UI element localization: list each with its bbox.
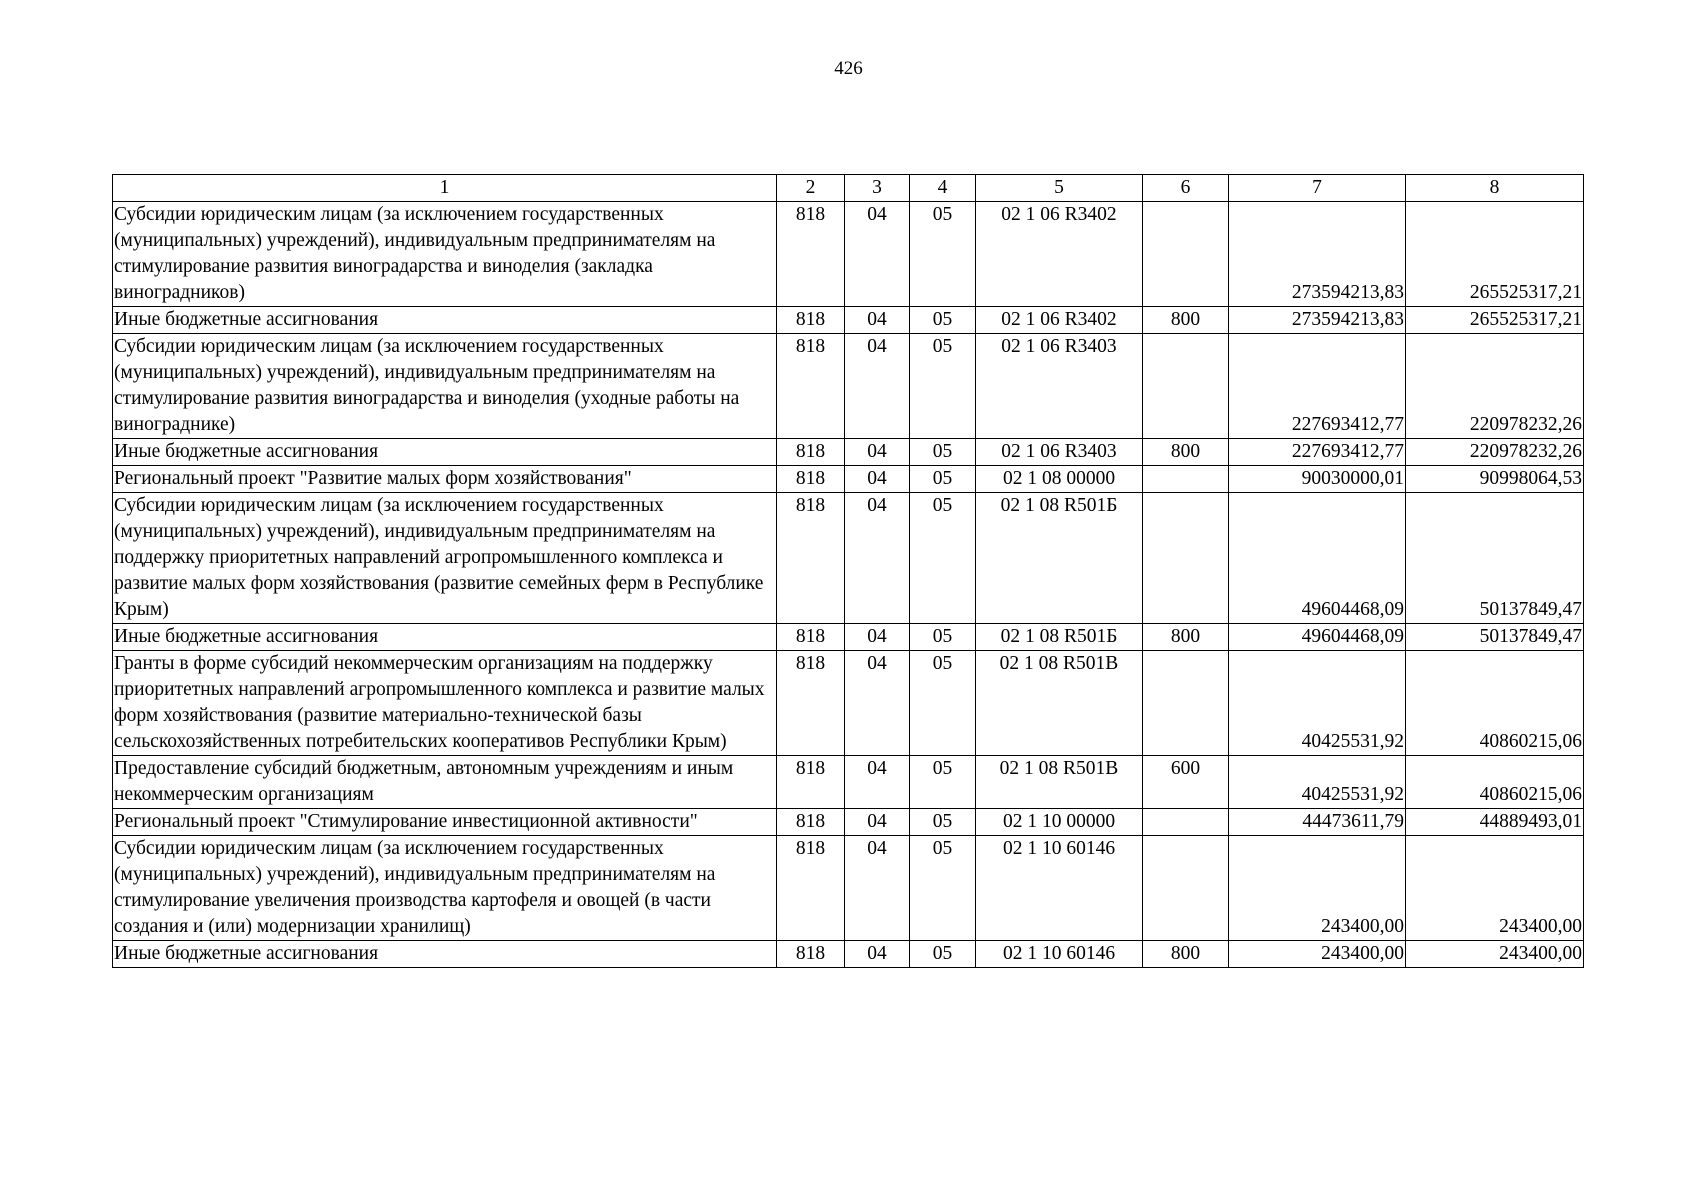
row-code-grbs: 818	[777, 439, 845, 466]
row-code-expense-type	[1143, 493, 1229, 624]
row-code-grbs: 818	[777, 493, 845, 624]
row-code-section: 04	[845, 624, 910, 651]
row-code-target: 02 1 06 R3402	[976, 307, 1143, 334]
row-amount-year1: 49604468,09	[1229, 624, 1406, 651]
row-amount-year2: 265525317,21	[1406, 307, 1584, 334]
table-row	[113, 307, 1584, 334]
row-code-section: 04	[845, 836, 910, 941]
row-description: Региональный проект "Стимулирование инвестиционной активности"	[113, 809, 777, 836]
row-code-target: 02 1 10 60146	[976, 836, 1143, 941]
column-header: 4	[910, 175, 976, 202]
row-code-section: 04	[845, 756, 910, 809]
row-code-target: 02 1 08 00000	[976, 466, 1143, 493]
row-code-subsection: 05	[910, 756, 976, 809]
row-code-grbs: 818	[777, 466, 845, 493]
row-amount-year2: 265525317,21	[1406, 202, 1584, 307]
row-amount-year1: 40425531,92	[1229, 756, 1406, 809]
row-code-grbs: 818	[777, 202, 845, 307]
row-description: Иные бюджетные ассигнования	[113, 307, 777, 334]
row-code-section: 04	[845, 439, 910, 466]
row-amount-year1: 40425531,92	[1229, 651, 1406, 756]
row-amount-year1: 49604468,09	[1229, 493, 1406, 624]
row-code-expense-type	[1143, 334, 1229, 439]
row-description: Субсидии юридическим лицам (за исключением государственных (муниципальных) учреждений), индивидуальным предпринимателям на стимулирование увеличения производства картофеля и овощей (в части создания и (или) модернизации хранилищ)	[113, 836, 777, 941]
row-amount-year2: 243400,00	[1406, 836, 1584, 941]
row-code-subsection: 05	[910, 439, 976, 466]
table-row	[113, 466, 1584, 493]
row-code-expense-type	[1143, 809, 1229, 836]
row-amount-year1: 243400,00	[1229, 941, 1406, 968]
row-amount-year1: 90030000,01	[1229, 466, 1406, 493]
row-code-target: 02 1 06 R3403	[976, 334, 1143, 439]
column-header: 2	[777, 175, 845, 202]
table-body	[113, 175, 1584, 968]
row-code-section: 04	[845, 466, 910, 493]
row-amount-year2: 44889493,01	[1406, 809, 1584, 836]
table-row	[113, 941, 1584, 968]
row-code-expense-type	[1143, 202, 1229, 307]
row-code-target: 02 1 06 R3402	[976, 202, 1143, 307]
row-code-expense-type	[1143, 466, 1229, 493]
row-code-grbs: 818	[777, 624, 845, 651]
row-code-subsection: 05	[910, 202, 976, 307]
row-code-section: 04	[845, 493, 910, 624]
table-row	[113, 836, 1584, 941]
table-row	[113, 202, 1584, 307]
row-description: Иные бюджетные ассигнования	[113, 439, 777, 466]
row-code-section: 04	[845, 651, 910, 756]
row-code-grbs: 818	[777, 941, 845, 968]
row-amount-year1: 44473611,79	[1229, 809, 1406, 836]
row-code-subsection: 05	[910, 941, 976, 968]
row-description: Иные бюджетные ассигнования	[113, 941, 777, 968]
row-amount-year2: 50137849,47	[1406, 493, 1584, 624]
row-code-subsection: 05	[910, 307, 976, 334]
row-code-grbs: 818	[777, 836, 845, 941]
row-code-expense-type	[1143, 651, 1229, 756]
row-code-grbs: 818	[777, 809, 845, 836]
row-code-subsection: 05	[910, 466, 976, 493]
table-row	[113, 439, 1584, 466]
row-amount-year2: 220978232,26	[1406, 439, 1584, 466]
row-code-expense-type: 800	[1143, 624, 1229, 651]
row-code-grbs: 818	[777, 307, 845, 334]
row-code-grbs: 818	[777, 651, 845, 756]
column-header: 5	[976, 175, 1143, 202]
row-code-subsection: 05	[910, 334, 976, 439]
row-code-grbs: 818	[777, 334, 845, 439]
row-code-expense-type: 600	[1143, 756, 1229, 809]
row-code-subsection: 05	[910, 836, 976, 941]
column-header: 3	[845, 175, 910, 202]
row-code-section: 04	[845, 202, 910, 307]
budget-table	[112, 174, 1584, 968]
row-code-expense-type: 800	[1143, 941, 1229, 968]
row-code-section: 04	[845, 334, 910, 439]
table-row	[113, 334, 1584, 439]
row-amount-year2: 220978232,26	[1406, 334, 1584, 439]
row-description: Гранты в форме субсидий некоммерческим организациям на поддержку приоритетных направлений агропромышленного комплекса и развитие малых форм хозяйствования (развитие материально-технической базы сельскохозяйственных потребительских кооперативов Республики Крым)	[113, 651, 777, 756]
row-description: Предоставление субсидий бюджетным, автономным учреждениям и иным некоммерческим организациям	[113, 756, 777, 809]
row-code-subsection: 05	[910, 624, 976, 651]
row-description: Региональный проект "Развитие малых форм хозяйствования"	[113, 466, 777, 493]
table-row	[113, 651, 1584, 756]
table-row	[113, 809, 1584, 836]
table-row	[113, 624, 1584, 651]
row-amount-year1: 273594213,83	[1229, 307, 1406, 334]
row-code-target: 02 1 10 00000	[976, 809, 1143, 836]
row-code-target: 02 1 08 R501В	[976, 651, 1143, 756]
row-description: Субсидии юридическим лицам (за исключением государственных (муниципальных) учреждений), индивидуальным предпринимателям на стимулирование развития виноградарства и виноделия (закладка виноградников)	[113, 202, 777, 307]
row-code-subsection: 05	[910, 493, 976, 624]
column-header: 7	[1229, 175, 1406, 202]
row-amount-year2: 50137849,47	[1406, 624, 1584, 651]
row-code-target: 02 1 10 60146	[976, 941, 1143, 968]
table-row	[113, 756, 1584, 809]
row-amount-year2: 243400,00	[1406, 941, 1584, 968]
column-header: 8	[1406, 175, 1584, 202]
row-code-target: 02 1 06 R3403	[976, 439, 1143, 466]
row-code-section: 04	[845, 307, 910, 334]
row-amount-year1: 273594213,83	[1229, 202, 1406, 307]
row-amount-year2: 90998064,53	[1406, 466, 1584, 493]
row-code-expense-type	[1143, 836, 1229, 941]
row-code-expense-type: 800	[1143, 439, 1229, 466]
row-code-subsection: 05	[910, 651, 976, 756]
column-header: 1	[113, 175, 777, 202]
row-code-target: 02 1 08 R501В	[976, 756, 1143, 809]
column-header: 6	[1143, 175, 1229, 202]
row-amount-year1: 227693412,77	[1229, 439, 1406, 466]
row-amount-year1: 227693412,77	[1229, 334, 1406, 439]
row-code-expense-type: 800	[1143, 307, 1229, 334]
row-code-grbs: 818	[777, 756, 845, 809]
row-description: Субсидии юридическим лицам (за исключением государственных (муниципальных) учреждений), индивидуальным предпринимателям на поддержку приоритетных направлений агропромышленного комплекса и развитие малых форм хозяйствования (развитие семейных ферм в Республике Крым)	[113, 493, 777, 624]
row-code-section: 04	[845, 941, 910, 968]
row-code-target: 02 1 08 R501Б	[976, 624, 1143, 651]
row-code-section: 04	[845, 809, 910, 836]
row-amount-year2: 40860215,06	[1406, 651, 1584, 756]
row-amount-year1: 243400,00	[1229, 836, 1406, 941]
row-amount-year2: 40860215,06	[1406, 756, 1584, 809]
page-number: 426	[834, 58, 863, 79]
row-description: Субсидии юридическим лицам (за исключением государственных (муниципальных) учреждений), индивидуальным предпринимателям на стимулирование развития виноградарства и виноделия (уходные работы на винограднике)	[113, 334, 777, 439]
row-code-subsection: 05	[910, 809, 976, 836]
row-description: Иные бюджетные ассигнования	[113, 624, 777, 651]
row-code-target: 02 1 08 R501Б	[976, 493, 1143, 624]
table-header-row	[113, 175, 1584, 202]
table-row	[113, 493, 1584, 624]
